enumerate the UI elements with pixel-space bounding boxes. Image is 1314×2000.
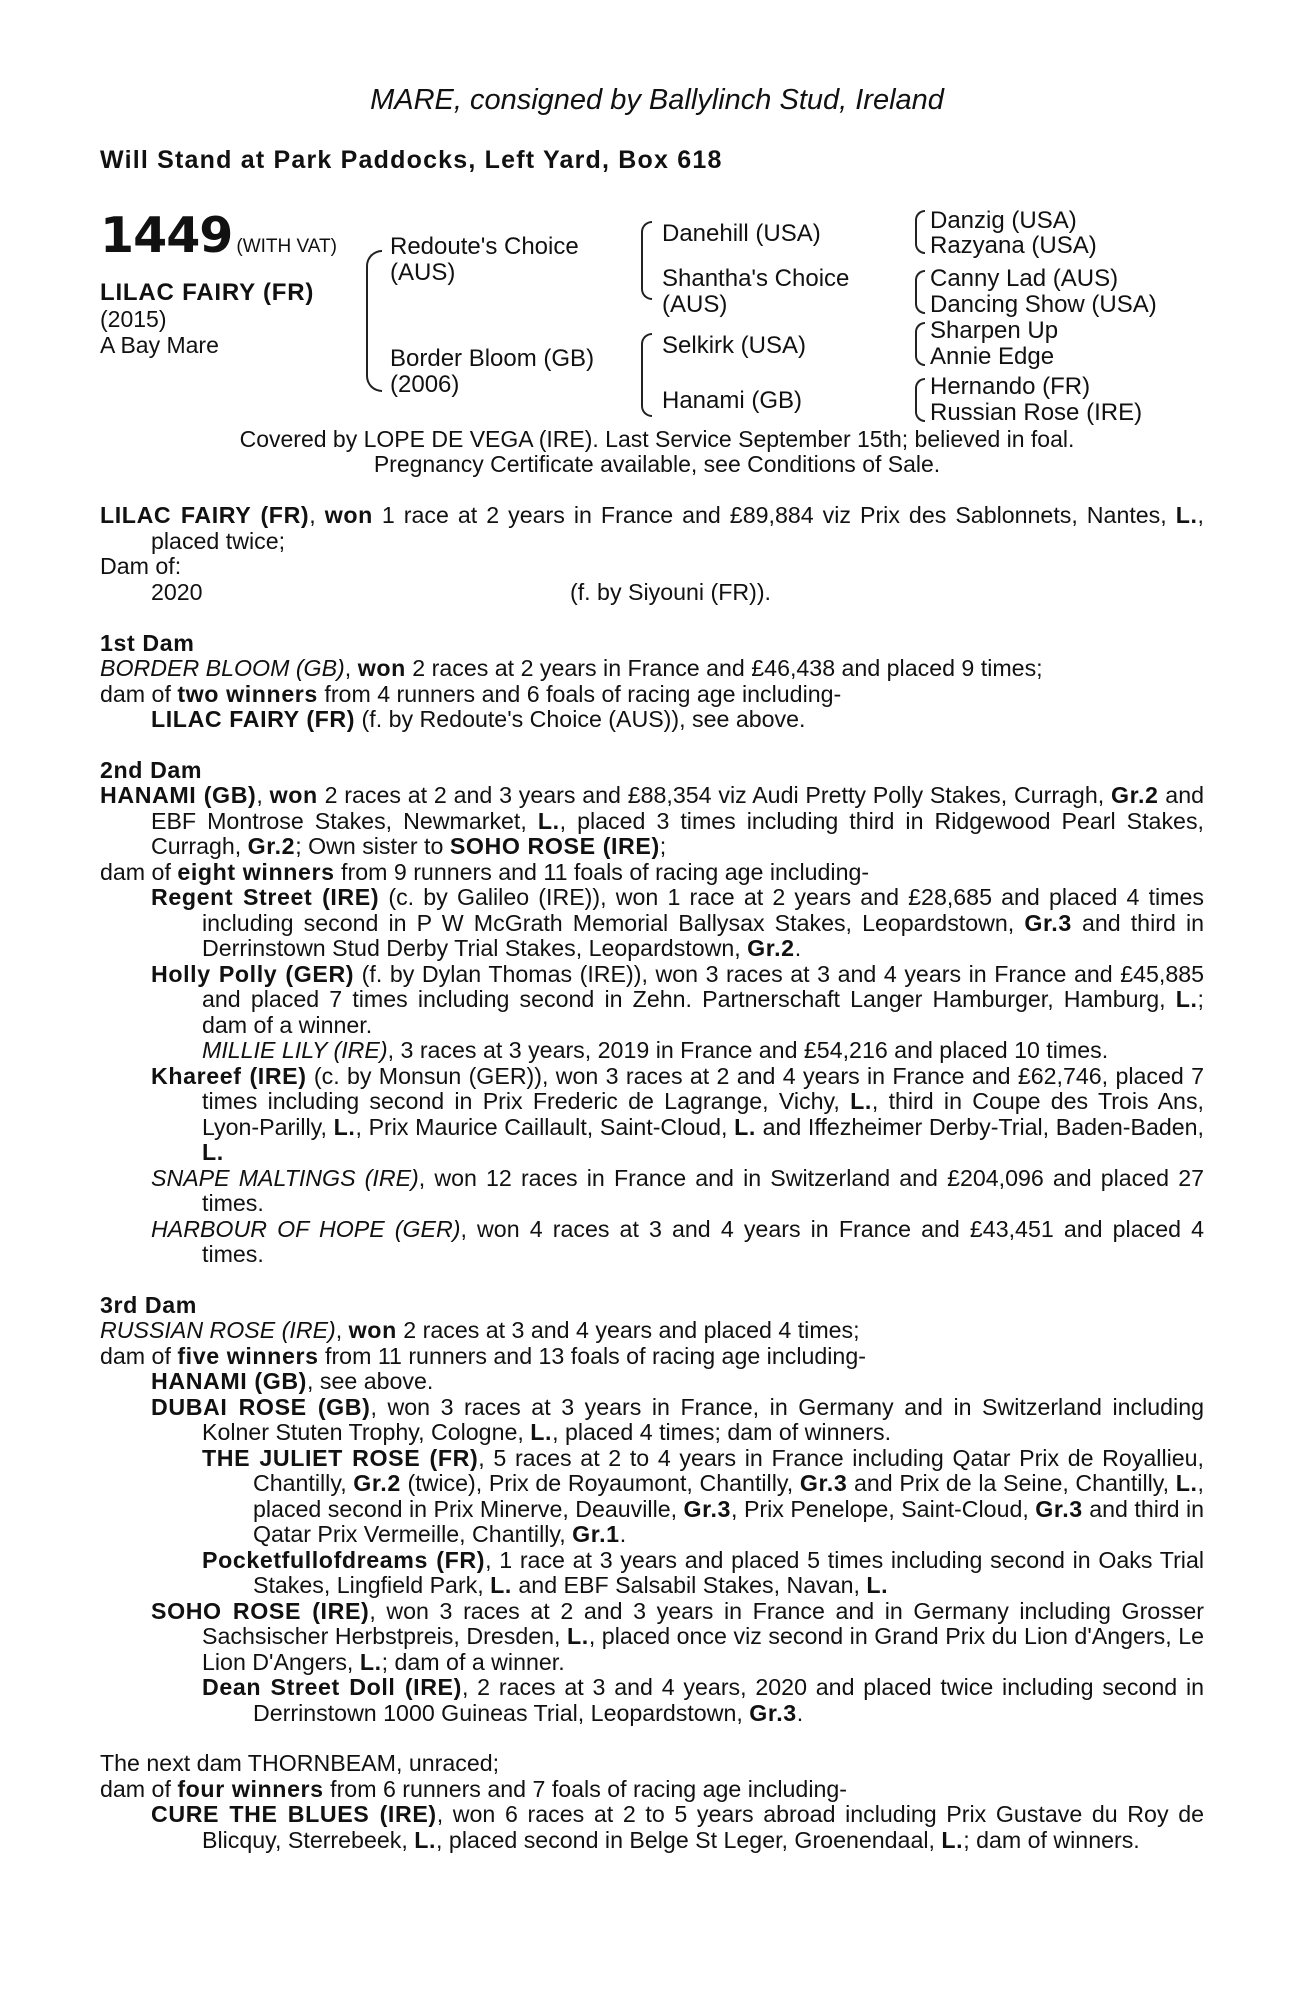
first-dam-record: BORDER BLOOM (GB), won 2 races at 2 years in France and £46,438 and placed 9 times; [100, 655, 1043, 681]
horse-year: (2015) [100, 306, 167, 332]
pedigree-sire-sire: Danehill (USA) [662, 220, 821, 247]
pedigree-dss: Sharpen Up [930, 317, 1059, 344]
pedigree-brace [641, 221, 652, 300]
pedigree-brace [915, 270, 925, 314]
horse-name: LILAC FAIRY (FR) [100, 279, 315, 306]
pedigree-ssd: Razyana (USA) [930, 232, 1097, 259]
pedigree-brace [641, 333, 652, 417]
produce-holly-polly: Holly Polly (GER) (f. by Dylan Thomas (IRE)), won 3 races at 3 and 4 years in France and £45,885 and placed 7 times including second in Zehn. Partnerschaft Langer Hamburger, Hamburg, L.; dam of a winner. [151, 960, 1205, 1038]
pedigree-brace [915, 378, 925, 422]
produce-regent-street: Regent Street (IRE) (c. by Galileo (IRE)), won 1 race at 2 years and £28,685 and placed 4 times including second in P W McGrath Memorial Ballysax Stakes, Leopardstown, Gr.3 and third in Derrinstown Stud Derby Trial Stakes, Leopardstown, Gr.2. [151, 884, 1204, 961]
pedigree-brace [915, 322, 925, 366]
produce-dean-street-doll: Dean Street Doll (IRE), 2 races at 3 and 4 years, 2020 and placed twice including second in Derrinstown 1000 Guineas Trial, Leopardstown, Gr.3. [202, 1674, 1204, 1726]
pedigree-dam-dam: Hanami (GB) [662, 387, 803, 414]
first-dam-produce: dam of two winners from 4 runners and 6 foals of racing age including- [100, 680, 842, 707]
lot-number: 1449 [100, 207, 233, 264]
third-dam-produce: dam of five winners from 11 runners and 13 foals of racing age including- [100, 1342, 866, 1369]
pedigree-sire-dam: Shantha's Choice (AUS) [662, 265, 850, 318]
pedigree-sdd: Dancing Show (USA) [930, 291, 1157, 318]
third-dam-heading: 3rd Dam [100, 1291, 197, 1318]
produce-snape-maltings: SNAPE MALTINGS (IRE), won 12 races in France and in Switzerland and £204,096 and placed 27 times. [151, 1164, 1204, 1216]
produce-pocketfullofdreams: Pocketfullofdreams (FR), 1 race at 3 years and placed 5 times including second in Oaks Trial Stakes, Lingfield Park, L. and EBF Salsabil Stakes, Navan, L. [202, 1546, 1205, 1598]
pedigree-ddd: Russian Rose (IRE) [930, 399, 1143, 426]
produce-hanami: HANAMI (GB), see above. [151, 1368, 434, 1394]
stand-location: Will Stand at Park Paddocks, Left Yard, Box 618 [100, 146, 723, 174]
pedigree-sire: Redoute's Choice (AUS) [390, 233, 579, 286]
page-title: MARE, consigned by Ballylinch Stud, Ireland [370, 84, 944, 116]
lot-header [100, 207, 337, 264]
pedigree-sds: Canny Lad (AUS) [930, 265, 1119, 292]
produce-record: 2020 (f. by Siyouni (FR)). [151, 578, 771, 605]
next-dam-produce: dam of four winners from 6 runners and 7 foals of racing age including- [100, 1775, 847, 1802]
first-dam-foal: LILAC FAIRY (FR) (f. by Redoute's Choice (AUS)), see above. [151, 706, 806, 732]
horse-info [100, 280, 314, 358]
pedigree-brace [915, 210, 925, 254]
produce-harbour-of-hope: HARBOUR OF HOPE (GER), won 4 races at 3 and 4 years in France and £43,451 and placed 4 times. [151, 1215, 1204, 1267]
pedigree-sss: Danzig (USA) [930, 207, 1077, 234]
next-dam-record: The next dam THORNBEAM, unraced; [100, 1750, 500, 1776]
lot-details [100, 503, 1204, 1853]
produce-the-juliet-rose: THE JULIET ROSE (FR), 5 races at 2 to 4 years in France including Qatar Prix de Royallieu, Chantilly, Gr.2 (twice), Prix de Royaumont, Chantilly, Gr.3 and Prix de la Seine, Chantilly, L., placed second in Prix Minerve, Deauville, Gr.3, Prix Penelope, Saint-Cloud, Gr.3 and third in Qatar Prix Vermeille, Chantilly, Gr.1. [202, 1444, 1204, 1547]
pedigree-dam: Border Bloom (GB) (2006) [390, 345, 595, 398]
second-dam-record: HANAMI (GB), won 2 races at 2 and 3 years and £88,354 viz Audi Pretty Polly Stakes, Curragh, Gr.2 and EBF Montrose Stakes, Newmarket, L., placed 3 times including third in Ridgewood Pearl Stakes, Curragh, Gr.2; Own sister to SOHO ROSE (IRE); [100, 782, 1204, 859]
produce-cure-the-blues: CURE THE BLUES (IRE), won 6 races at 2 to 5 years abroad including Prix Gustave du Roy de Blicquy, Sterrebeek, L., placed second in Belge St Leger, Groenendaal, L.; dam of winners. [151, 1801, 1204, 1853]
vat-label: (WITH VAT) [236, 236, 337, 257]
pedigree-dsd: Annie Edge [930, 343, 1055, 370]
pedigree-dam-sire: Selkirk (USA) [662, 332, 807, 359]
third-dam-record: RUSSIAN ROSE (IRE), won 2 races at 3 and 4 years and placed 4 times; [100, 1317, 860, 1343]
produce-soho-rose: SOHO ROSE (IRE), won 3 races at 2 and 3 years in France and in Germany including Grosser Sachsischer Herbstpreis, Dresden, L., placed once viz second in Grand Prix du Lion d'Angers, Le Lion D'Angers, L.; dam of a winner. [151, 1597, 1205, 1675]
pedigree-brace [366, 250, 382, 392]
horse-description: A Bay Mare [100, 332, 219, 358]
pedigree-dds: Hernando (FR) [930, 373, 1091, 400]
second-dam-heading: 2nd Dam [100, 756, 203, 783]
dam-of-label: Dam of: [100, 553, 182, 579]
produce-millie-lily: MILLIE LILY (IRE), 3 races at 3 years, 2019 in France and £54,216 and placed 10 times. [202, 1037, 1109, 1063]
produce-khareef: Khareef (IRE) (c. by Monsun (GER)), won 3 races at 2 and 4 years in France and £62,746, placed 7 times including second in Prix Frederic de Lagrange, Vichy, L., third in Coupe des Trois Ans, Lyon-Parilly, L., Prix Maurice Caillault, Saint-Cloud, L. and Iffezheimer Derby-Trial, Baden-Baden, L. [151, 1062, 1205, 1165]
covered-note: Covered by LOPE DE VEGA (IRE). Last Service September 15th; believed in foal. Pregnancy Certificate available, see Conditions of Sale. [239, 426, 1075, 477]
first-dam-heading: 1st Dam [100, 629, 195, 656]
produce-dubai-rose: DUBAI ROSE (GB), won 3 races at 3 years in France, in Germany and in Switzerland including Kolner Stuten Trophy, Cologne, L., placed 4 times; dam of winners. [151, 1393, 1204, 1445]
second-dam-produce: dam of eight winners from 9 runners and 11 foals of racing age including- [100, 858, 870, 885]
horse-record: LILAC FAIRY (FR), won 1 race at 2 years in France and £89,884 viz Prix des Sablonnets, Nantes, L., placed twice; [100, 502, 1204, 554]
